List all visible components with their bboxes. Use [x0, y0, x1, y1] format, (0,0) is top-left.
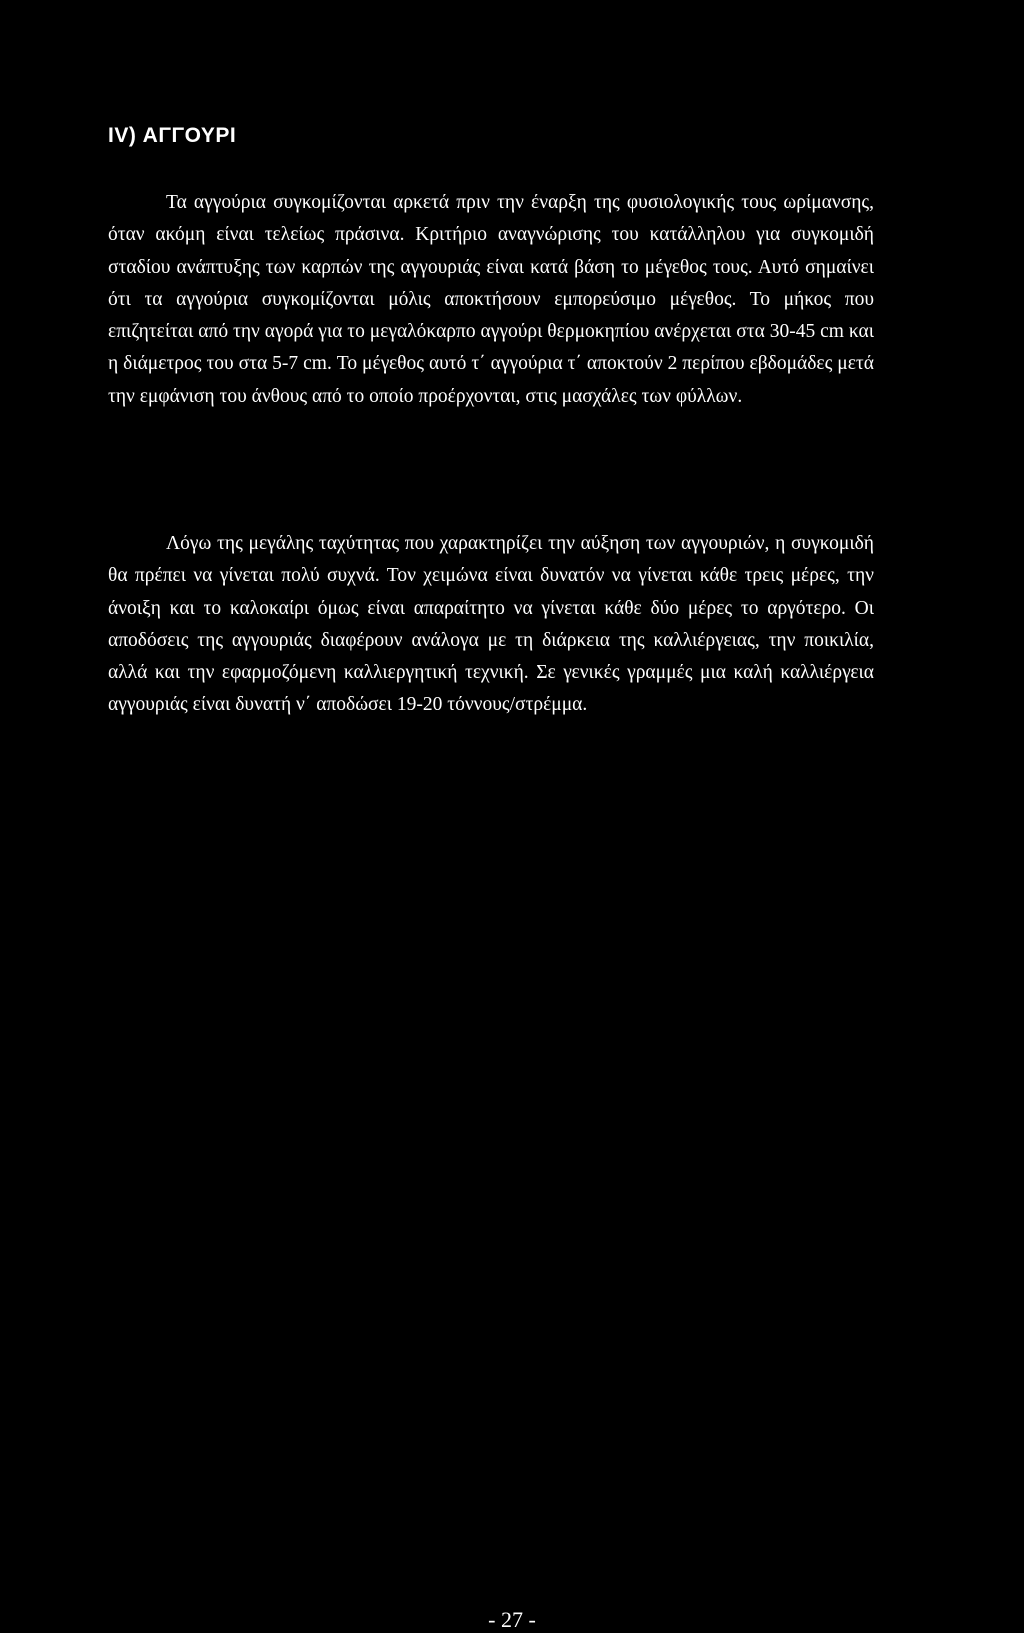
section-heading: IV) ΑΓΓΟΥΡΙ [108, 124, 237, 147]
page-number: - 27 - [488, 1607, 536, 1632]
paragraph-harvest-frequency-yield: Λόγω της μεγάλης ταχύτητας που χαρακτηρίζει την αύξηση των αγγουριών, η συγκομιδή θα πρέπει να γίνεται πολύ συχνά. Τον χειμώνα είναι δυνατόν να γίνεται κάθε τρεις μέρες, την άνοιξη και το καλοκαίρι όμως είναι απαραίτητο να γίνεται κάθε δύο μέρες το αργότερο. Οι αποδόσεις της αγγουριάς διαφέρουν ανάλογα με τη διάρκεια της καλλιέργειας, την ποικιλία, αλλά και την εφαρμοζόμενη καλλιεργητική τεχνική. Σε γενικές γραμμές μια καλή καλλιέργεια αγγουριάς είναι δυνατή ν΄ αποδώσει 19-20 τόννους/στρέμμα. [108, 533, 874, 716]
paragraph-harvest-timing: Τα αγγούρια συγκομίζονται αρκετά πριν την έναρξη της φυσιολογικής τους ωρίμανσης, όταν ακόμη είναι τελείως πράσινα. Κριτήριο αναγνώρισης του κατάλληλου για συγκομιδή σταδίου ανάπτυξης των καρπών της αγγουριάς είναι κατά βάση το μέγεθος τους. Αυτό σημαίνει ότι τα αγγούρια συγκομίζονται μόλις αποκτήσουν εμπορεύσιμο μέγεθος. Το μήκος που επιζητείται από την αγορά για το μεγαλόκαρπο αγγούρι θερμοκηπίου ανέρχεται στα 30-45 cm και η διάμετρος του στα 5-7 cm. Το μέγεθος αυτό τ΄ αγγούρια τ΄ αποκτούν 2 περίπου εβδομάδες μετά την εμφάνιση του άνθους από το οποίο προέρχονται, στις μασχάλες των φύλλων. [108, 192, 874, 407]
